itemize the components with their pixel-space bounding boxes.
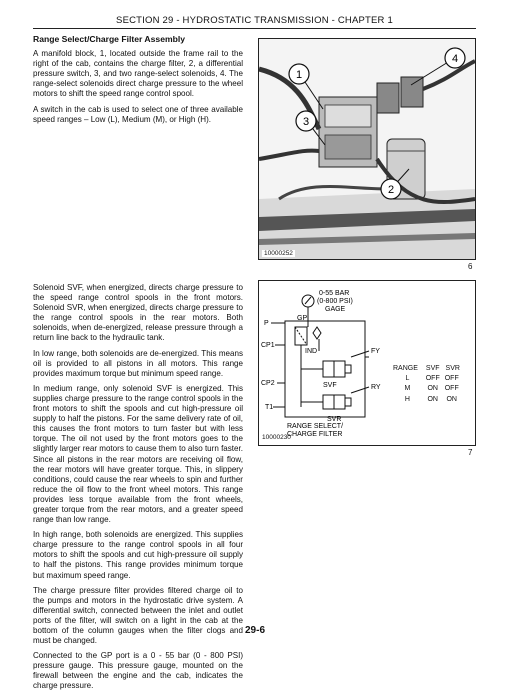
table-header-row bbox=[393, 365, 460, 374]
table-cell: ON bbox=[427, 385, 438, 392]
figure-id: 10000252 bbox=[264, 250, 293, 257]
table-cell: M bbox=[404, 385, 411, 392]
paragraph: A manifold block, 1, located outside the frame rail to the right of the cab, contains the charge filter, 2, a differential pressure switch, 3, and two range-select solenoids, 4. The range-select solenoids direct charge pressure to the wheel motors to shift the speed range control spool. bbox=[33, 49, 243, 99]
caption-line-1: RANGE SELECT/ bbox=[287, 423, 344, 430]
port-p: P bbox=[264, 320, 269, 327]
page-number: 29-6 bbox=[244, 625, 265, 636]
table-cell: OFF bbox=[444, 385, 459, 392]
table-cell: ON bbox=[427, 395, 438, 403]
table-cell: ON bbox=[446, 395, 457, 403]
table-row bbox=[393, 374, 460, 385]
table-header: RANGE bbox=[393, 365, 418, 372]
figure-6-photo bbox=[258, 38, 476, 260]
paragraph: Solenoid SVF, when energized, directs charge pressure to the speed range control spools in the front motors. Solenoid SVR, when energized, directs charge pressure to the range control spools in the rear motors. Both solenoids, when de-energized, release pressure through a return line back to the hydraulic tank. bbox=[33, 283, 243, 343]
callout-3: 3 bbox=[302, 116, 310, 128]
figure-id: 10000230 bbox=[262, 434, 291, 441]
page-header: SECTION 29 - HYDROSTATIC TRANSMISSION - CHAPTER 1 bbox=[116, 15, 393, 26]
range-select-schematic bbox=[259, 281, 475, 445]
figure-number: 7 bbox=[468, 448, 473, 457]
manifold-photo-illustration bbox=[259, 39, 475, 259]
paragraph: In low range, both solenoids are de-energized. This means oil is provided to all pistons in all motors. This range provides maximum torque but minimum speed range. bbox=[33, 348, 243, 378]
table-cell: OFF bbox=[425, 374, 440, 382]
header-rule bbox=[33, 28, 476, 29]
caption-line-2: CHARGE FILTER bbox=[287, 431, 343, 438]
section-range-select bbox=[33, 34, 243, 130]
table-cell: L bbox=[405, 374, 410, 382]
figure-7-schematic bbox=[258, 280, 476, 446]
gauge-label-gage: GAGE bbox=[325, 306, 346, 313]
paragraph: In high range, both solenoids are energized. This supplies charge pressure to the range control spools in all four motors to shift the spools and cut high-pressure oil supply to half the pistons. This range provides minimum torque but maximum speed range. bbox=[33, 530, 243, 580]
gauge-label-psi: (0-800 PSI) bbox=[317, 298, 353, 305]
port-gp: GP bbox=[297, 315, 308, 322]
table-cell: OFF bbox=[444, 374, 459, 382]
table-header: SVF bbox=[425, 365, 440, 372]
gauge-label-bar: 0-55 BAR bbox=[319, 290, 350, 297]
port-cp1: CP1 bbox=[261, 342, 275, 349]
table-header: SVR bbox=[445, 365, 460, 372]
figure-number: 6 bbox=[468, 262, 473, 271]
port-cp2: CP2 bbox=[261, 380, 275, 387]
svr-label: SVR bbox=[327, 416, 342, 423]
paragraph: Connected to the GP port is a 0 - 55 bar (0 - 800 PSI) pressure gauge. This pressure gauge, mounted on the firewall between the engine and the cab, indicates the charge pressure. bbox=[33, 651, 243, 691]
ry-label: RY bbox=[371, 384, 381, 391]
section-heading: Range Select/Charge Filter Assembly bbox=[33, 34, 186, 44]
callout-4: 4 bbox=[451, 53, 459, 65]
fy-label: FY bbox=[371, 348, 380, 355]
table-row bbox=[393, 395, 460, 406]
callout-1: 1 bbox=[295, 69, 303, 81]
ind-label: IND bbox=[305, 348, 318, 355]
range-table bbox=[393, 365, 460, 405]
svf-label: SVF bbox=[323, 382, 337, 389]
table-cell: H bbox=[404, 395, 410, 403]
paragraph: A switch in the cab is used to select one of three available speed ranges – Low (L), Medium (M), or High (H). bbox=[33, 104, 243, 124]
table-row bbox=[393, 384, 460, 395]
callout-2: 2 bbox=[387, 184, 395, 196]
paragraph: The charge pressure filter provides filtered charge oil to the pumps and motors in the hydrostatic drive system. A differential switch, connected between the inlet and outlet ports of the filter, will switch on a light in the cab at the bottom of the column gauges when the filter clogs and must be changed. bbox=[33, 585, 243, 646]
port-t1: T1 bbox=[265, 404, 274, 411]
paragraph: In medium range, only solenoid SVF is energized. This supplies charge pressure to the range control spools in the front motors to shift the spools and cut high-pressure oil supply to half the pistons. For the same delivery rate of oil, this causes the front motors to turn faster but with less torque. The oil not used by the front motors goes to the slightly larger rear motors to cause them to also turn faster. Since all pistons in the rear motors are receiving oil flow, the rear motors will have greater torque. This, in slippery conditions, could cause the rear wheels to spin and further reduce the oil flow to the front wheel motors. This range provides less torque available from the front wheels, greater torque from the rear motors, and a greater speed range than low range. bbox=[33, 383, 243, 525]
